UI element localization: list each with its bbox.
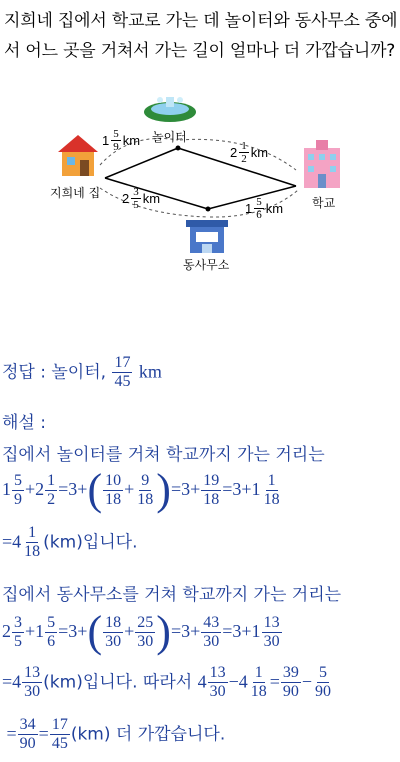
equation-playground-sum: 1 $\frac{5}{9}$ +2 $\frac{1}{2}$ =3+( $\frac{10}{18}$ + $\frac{9}{18}$ )=3+ $\frac{19}{18}$ =3+1 $\frac{1}{18}$	[2, 465, 280, 514]
office-label: 동사무소	[183, 258, 230, 272]
school-building-icon	[304, 140, 340, 188]
answer-unit: km	[138, 361, 162, 382]
home-label: 지희네 집	[50, 186, 101, 200]
office-building-icon	[186, 220, 228, 253]
equation-office-result: =4 $\frac{13}{30}$ (km)입니다. 따라서 4 $\frac{13}{30}$ −4 $\frac{1}{18}$ = $\frac{39}{90}$ − $\frac{5}{90}$	[2, 664, 332, 700]
equation-office-sum: 2 $\frac{3}{5}$ +1 $\frac{5}{6}$ =3+( $\frac{18}{30}$ + $\frac{25}{30}$ )=3+ $\frac{43}{30}$ =3+1 $\frac{13}{30}$	[2, 607, 280, 656]
playground-point	[176, 146, 181, 151]
house-icon	[58, 135, 98, 176]
answer-prefix: 정답 : 놀이터,	[2, 362, 107, 383]
solution-line-1: 집에서 놀이터를 거쳐 학교까지 가는 거리는	[2, 445, 325, 465]
school-label: 학교	[312, 196, 336, 210]
question-text: 지희네 집에서 학교로 가는 데 놀이터와 동사무소 중에서 어느 곳을 거쳐서 가는 길이 얼마나 더 가깝습니까?	[4, 11, 398, 61]
answer-line	[2, 354, 398, 391]
equation-difference: = $\frac{34}{90}$ = $\frac{17}{45}$ (km) 더 가깝습니다.	[2, 716, 226, 752]
route-map	[0, 90, 400, 280]
solution-line-3: 집에서 동사무소를 거쳐 학교까지 가는 거리는	[2, 585, 342, 605]
office-point	[206, 207, 211, 212]
answer-fraction: $\frac{17}{45}$	[114, 354, 131, 390]
distance-home-office: 2 $\frac{3}{5}$ km	[122, 186, 161, 211]
equation-playground-result: =4 $\frac{1}{18}$ (km)입니다.	[2, 524, 138, 560]
distance-home-playground: 1 $\frac{5}{9}$ km	[102, 128, 141, 153]
fountain-icon	[144, 97, 196, 122]
solution-title: 해설 :	[2, 413, 46, 433]
playground-label: 놀이터	[152, 130, 187, 144]
distance-office-school: 1 $\frac{5}{6}$ km	[245, 196, 284, 221]
distance-playground-school: 2 $\frac{1}{2}$ km	[230, 140, 269, 165]
